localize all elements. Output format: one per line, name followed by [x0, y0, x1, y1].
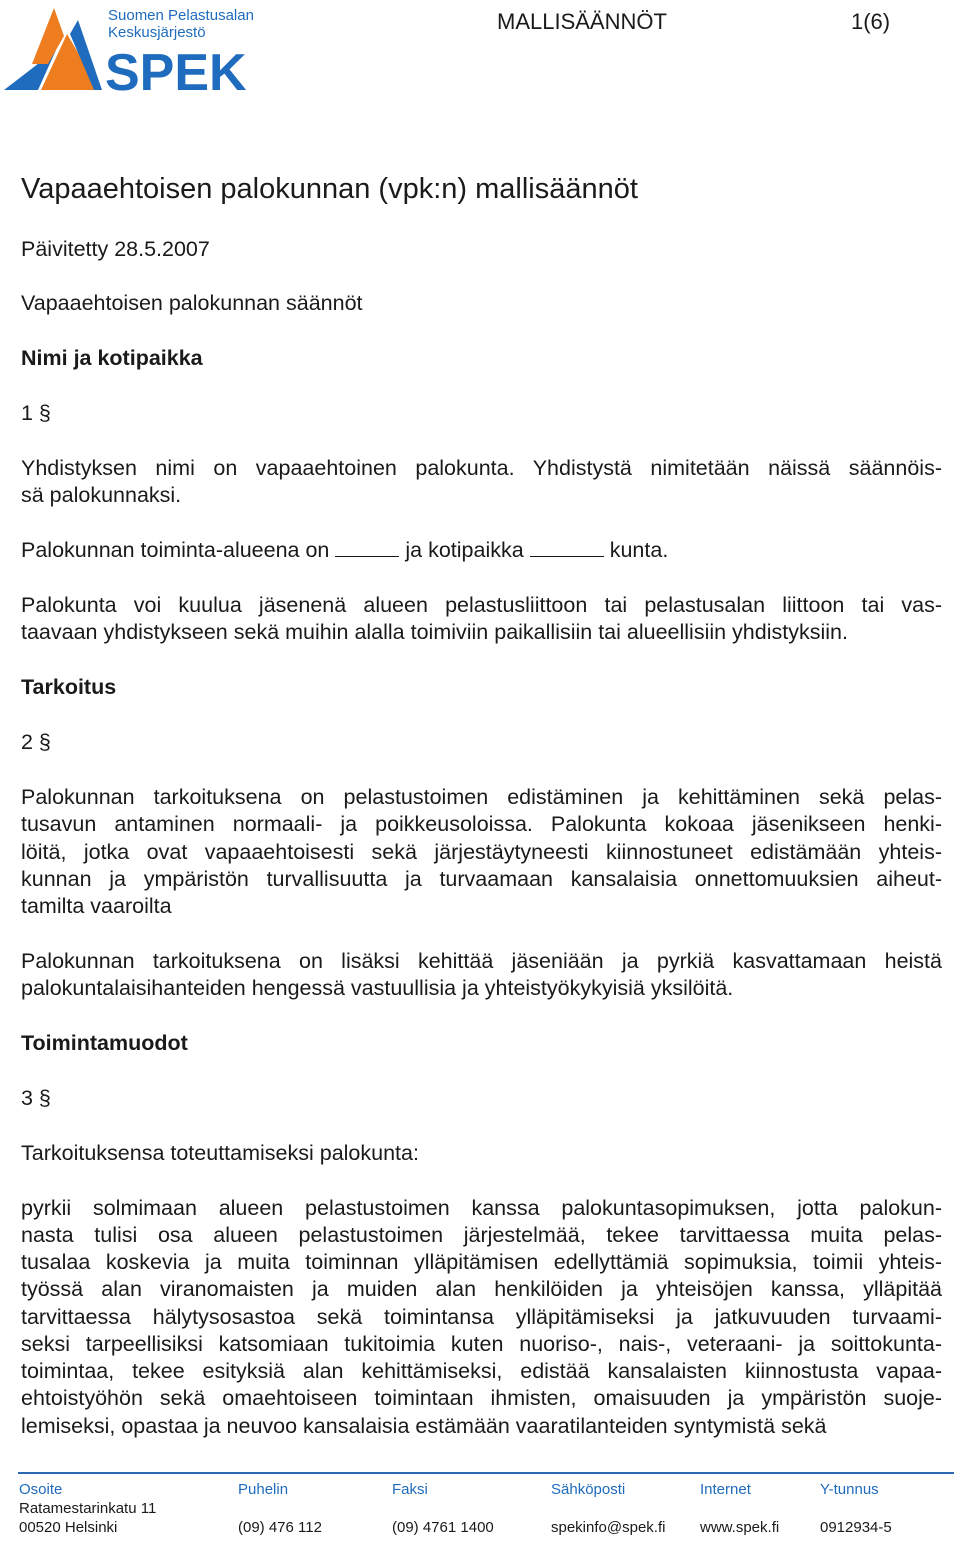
location-text-1: Palokunnan toiminta-alueena on [21, 538, 330, 562]
page-footer [18, 1468, 954, 1545]
footer-email-label: Sähköposti [551, 1481, 626, 1498]
paragraph-line: toimintaa, tekee esityksiä alan kehittämiseksi, edistää kansalaisten kiinnostusta vapaa- [21, 1359, 942, 1383]
blank-municipality-field [530, 538, 604, 557]
spek-logo [4, 4, 254, 96]
location-sentence [21, 537, 668, 564]
paragraph-line: palokuntalaisihanteiden hengessä vastuullisia ja yhteistyökykyisiä yksilöitä. [21, 976, 734, 1000]
location-text-2: ja kotipaikka [405, 538, 524, 562]
logo-org-line2: Keskusjärjestö [108, 24, 206, 41]
document-subtitle: Vapaaehtoisen palokunnan säännöt [21, 291, 363, 315]
paragraph-line: Palokunta voi kuulua jäsenenä alueen pelastusliittoon tai pelastusalan liittoon tai vas- [21, 593, 942, 617]
logo-wordmark: SPEK [105, 44, 247, 96]
paragraph-line: nasta tulisi osa alueen pelastustoimen järjestelmää, tekee tarvittaessa muita pelas- [21, 1223, 942, 1247]
section-heading-purpose: Tarkoitus [21, 675, 117, 699]
paragraph-line: Palokunnan tarkoituksena on lisäksi kehittää jäseniään ja pyrkiä kasvattamaan heistä [21, 949, 942, 973]
updated-date: Päivitetty 28.5.2007 [21, 237, 210, 261]
paragraph-line: tusalaa koskevia ja muita toiminnan ylläpitämisen edellyttämiä sopimuksia, toimii yhteis- [21, 1250, 942, 1274]
footer-address [19, 1480, 156, 1537]
section-number-1: 1 § [21, 401, 51, 425]
paragraph-line: taavaan yhdistykseen sekä muihin alalla toimiviin paikallisiin tai alueellisiin yhdistyksiin. [21, 620, 848, 644]
footer-phone-label: Puhelin [238, 1481, 289, 1498]
paragraph-line: lemiseksi, opastaa ja neuvoo kansalaisia estämään vaaratilanteiden syntymistä sekä [21, 1414, 827, 1438]
paragraph-line: löitä, jotka ovat vapaaehtoisesti sekä järjestäytyneesti kiinnostuneet edistämään yhteis- [21, 840, 942, 864]
paragraph-line: tamilta vaaroilta [21, 894, 172, 918]
footer-address-line2: 00520 Helsinki [19, 1519, 118, 1536]
footer-business-id-label: Y-tunnus [820, 1481, 879, 1498]
paragraph-line: seksi tarpeellisiksi katsomiaan tukitoimia kuten nuoriso-, nais-, veteraani- ja soittokunta- [21, 1332, 942, 1356]
footer-business-id [820, 1480, 892, 1537]
document-type: MALLISÄÄNNÖT [497, 9, 667, 34]
footer-web-label: Internet [700, 1481, 751, 1498]
paragraph-line: tusavun antaminen normaali- ja poikkeusoloissa. Palokunta kokoaa jäsenikseen henki- [21, 812, 942, 836]
blank-area-field [335, 538, 399, 557]
footer-fax-value: (09) 4761 1400 [392, 1519, 494, 1536]
paragraph-line: Yhdistyksen nimi on vapaaehtoinen palokunta. Yhdistystä nimitetään näissä säännöis- [21, 456, 942, 480]
section-heading-name: Nimi ja kotipaikka [21, 346, 203, 370]
footer-address-label: Osoite [19, 1481, 63, 1498]
footer-phone [238, 1480, 322, 1537]
paragraph-line: tarvittaessa hälytysosastoa sekä toimintansa ylläpitämiseksi ja jatkuvuuden turvaami- [21, 1305, 942, 1329]
paragraph-line: Palokunnan tarkoituksena on pelastustoimen edistäminen ja kehittäminen sekä pelas- [21, 785, 942, 809]
footer-address-line1: Ratamestarinkatu 11 [19, 1500, 157, 1517]
footer-phone-value: (09) 476 112 [238, 1519, 322, 1536]
activities-intro: Tarkoituksensa toteuttamiseksi palokunta: [21, 1141, 419, 1165]
section-number-2: 2 § [21, 730, 51, 754]
paragraph-line: pyrkii solmimaan alueen pelastustoimen kanssa palokuntasopimuksen, jotta palokun- [21, 1196, 942, 1220]
paragraph-line: sä palokunnaksi. [21, 483, 182, 507]
footer-fax [392, 1480, 494, 1537]
footer-fax-label: Faksi [392, 1481, 428, 1498]
section-heading-activities: Toimintamuodot [21, 1031, 188, 1055]
footer-divider [18, 1472, 954, 1474]
document-title: Vapaaehtoisen palokunnan (vpk:n) mallisäännöt [21, 173, 638, 205]
footer-email [551, 1480, 665, 1537]
page-indicator: 1(6) [851, 9, 891, 34]
logo-org-line1: Suomen Pelastusalan [108, 7, 254, 24]
paragraph-line: työssä alan viranomaisten ja muiden alan henkilöiden ja yhteisöjen kanssa, ylläpitää [21, 1277, 942, 1301]
section-number-3: 3 § [21, 1086, 51, 1110]
paragraph-line: kunnan ja ympäristön turvallisuutta ja turvaamaan kansalaisia onnettomuuksien aiheut- [21, 867, 942, 891]
paragraph-line: ehtoistyöhön sekä omaehtoiseen toimintaan ihmisten, omaisuuden ja ympäristön suoje- [21, 1386, 942, 1410]
footer-web-value[interactable]: www.spek.fi [700, 1519, 780, 1536]
footer-business-id-value: 0912934-5 [820, 1519, 892, 1536]
footer-email-value[interactable]: spekinfo@spek.fi [551, 1519, 666, 1536]
location-text-3: kunta. [609, 538, 669, 562]
footer-web [700, 1480, 779, 1537]
